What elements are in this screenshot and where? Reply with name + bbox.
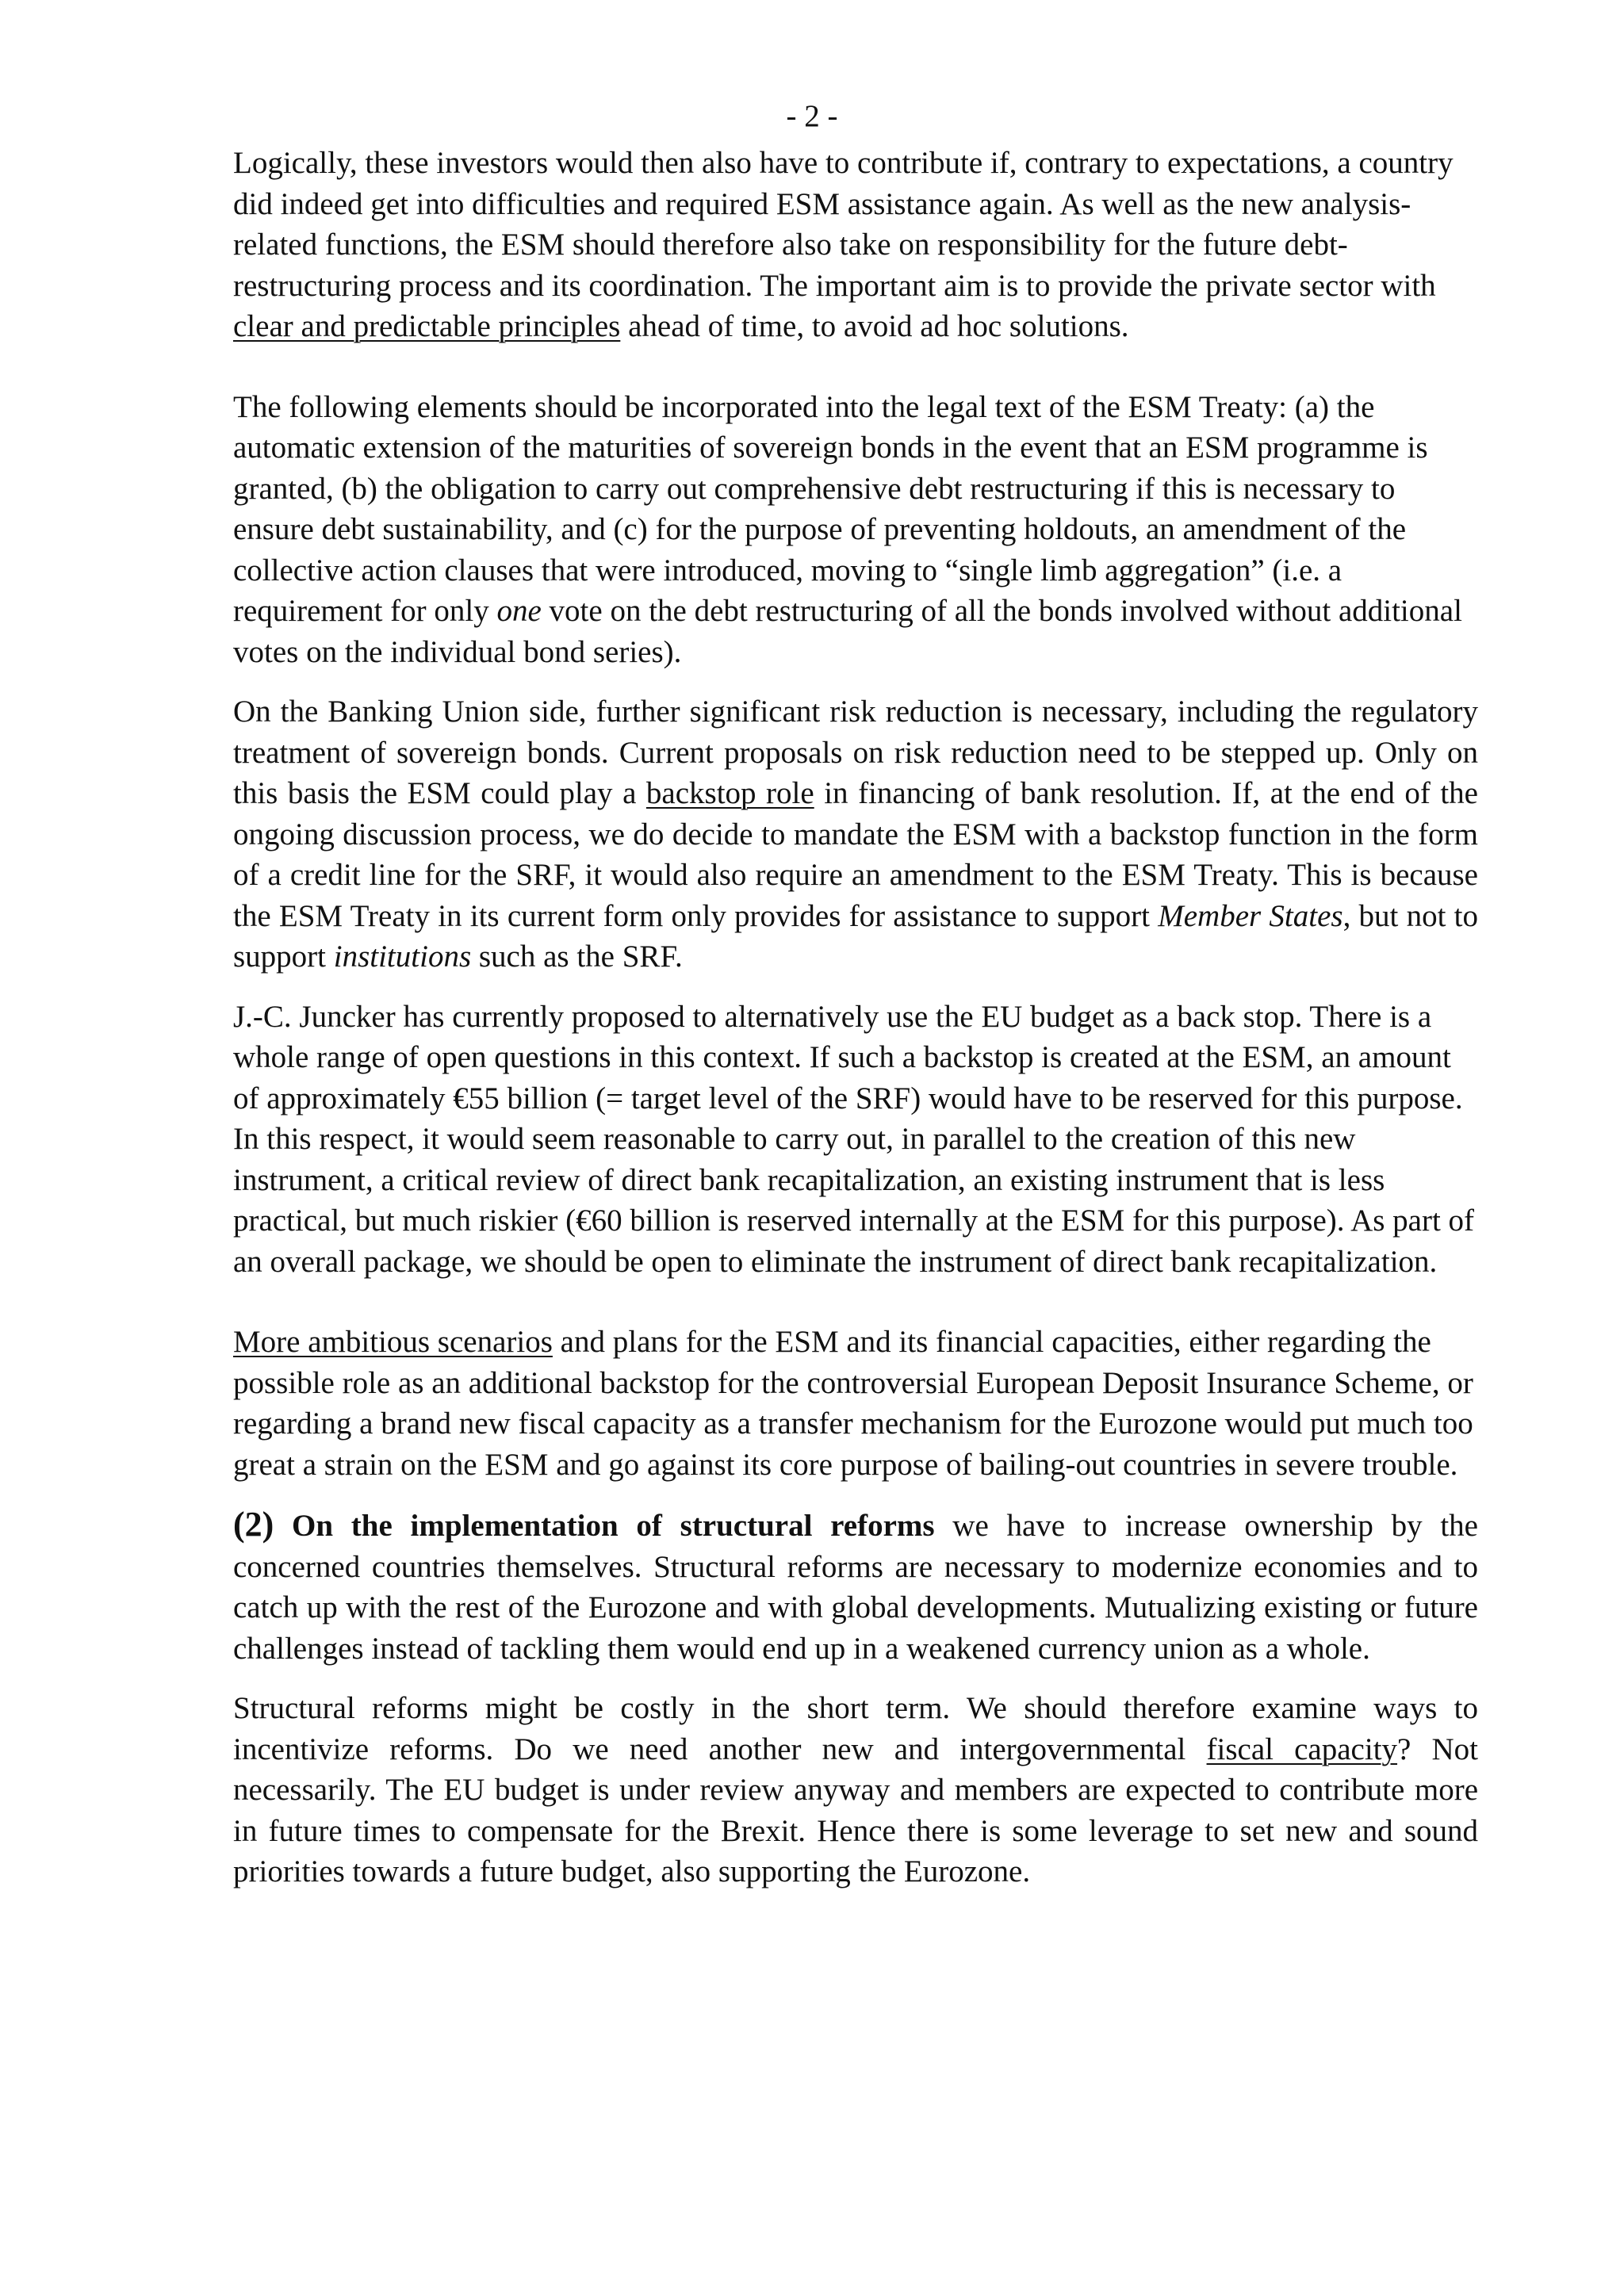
paragraph-reform-incentives: Structural reforms might be costly in the short term. We should therefore examine ways to incentivize reforms. Do we need another new and intergovernmental fiscal capacity? Not necessarily. The EU budget is under review anyway and members are expected to contribute more in future times to compensate for the Brexit. Hence there is some leverage to set new and sound priorities towards a future budget, also supporting the Eurozone. (233, 1691, 1478, 1888)
underlined-phrase: More ambitious scenarios (233, 1325, 553, 1359)
page-number: - 2 - (786, 99, 838, 133)
underlined-phrase: backstop role (645, 776, 814, 810)
italic-word: one (496, 594, 542, 628)
section-heading: On the implementation of structural reforms (274, 1509, 935, 1543)
underlined-phrase: clear and predictable principles (233, 309, 621, 343)
document-body (233, 143, 1478, 1892)
underlined-phrase: fiscal capacity (1206, 1732, 1398, 1766)
paragraph-structural-reforms: (2) On the implementation of structural reforms we have to increase ownership by the concerned countries themselves. Structural reforms are necessary to modernize economies and to catch up with the rest of the Eurozone and with global developments. Mutualizing existing or future challenges instead of tackling them would end up in a weakened currency union as a whole. (233, 1505, 1478, 1666)
paragraph-juncker: J.-C. Juncker has currently proposed to alternatively use the EU budget as a back stop. There is a whole range of open questions in this context. If such a backstop is created at the ESM, an amount of approximately €55 billion (= target level of the SRF) would have to be reserved for this purpose. In this respect, it would seem reasonable to carry out, in parallel to the creation of this new instrument, a critical review of direct bank recapitalization, an existing instrument that is less practical, but much riskier (€60 billion is reserved internally at the ESM for this purpose). As part of an overall package, we should be open to eliminate the instrument of direct bank recapitalization. (233, 999, 1475, 1279)
italic-phrase: institutions (333, 939, 472, 974)
paragraph-banking-union: On the Banking Union side, further significant risk reduction is necessary, including the regulatory treatment of sovereign bonds. Current proposals on risk reduction need to be stepped up. Only on this basis the ESM could play a backstop role in financing of bank resolution. If, at the end of the ongoing discussion process, we do decide to mandate the ESM with a backstop function in the form of a credit line for the SRF, it would also require an amendment to the ESM Treaty. This is because the ESM Treaty in its current form only provides for assistance to support Member States, but not to support institutions such as the SRF. (233, 695, 1478, 974)
paragraph-investors: Logically, these investors would then also have to contribute if, contrary to expectations, a country did indeed get into difficulties and required ESM assistance again. As well as the new analysis-related functions, the ESM should therefore also take on responsibility for the future debt-restructuring process and its coordination. The important aim is to provide the private sector with clear and predictable principles ahead of time, to avoid ad hoc solutions. (233, 146, 1454, 343)
section-number: (2) (233, 1505, 274, 1544)
paragraph-ambitious-scenarios: More ambitious scenarios and plans for the ESM and its financial capacities, either regarding the possible role as an additional backstop for the controversial European Deposit Insurance Scheme, or regarding a brand new fiscal capacity as a transfer mechanism for the Eurozone would put much too great a strain on the ESM and go against its core purpose of bailing-out countries in severe trouble. (233, 1325, 1473, 1482)
paragraph-esm-treaty-elements: The following elements should be incorporated into the legal text of the ESM Treaty: (a) the automatic extension of the maturities of sovereign bonds in the event that an ESM programme is granted, (b) the obligation to carry out comprehensive debt restructuring if this is necessary to ensure debt sustainability, and (c) for the purpose of preventing holdouts, an amendment of the collective action clauses that were introduced, moving to “single limb aggregation” (i.e. a requirement for only one vote on the debt restructuring of all the bonds involved without additional votes on the individual bond series). (233, 389, 1462, 669)
italic-phrase: Member States (1158, 898, 1343, 933)
